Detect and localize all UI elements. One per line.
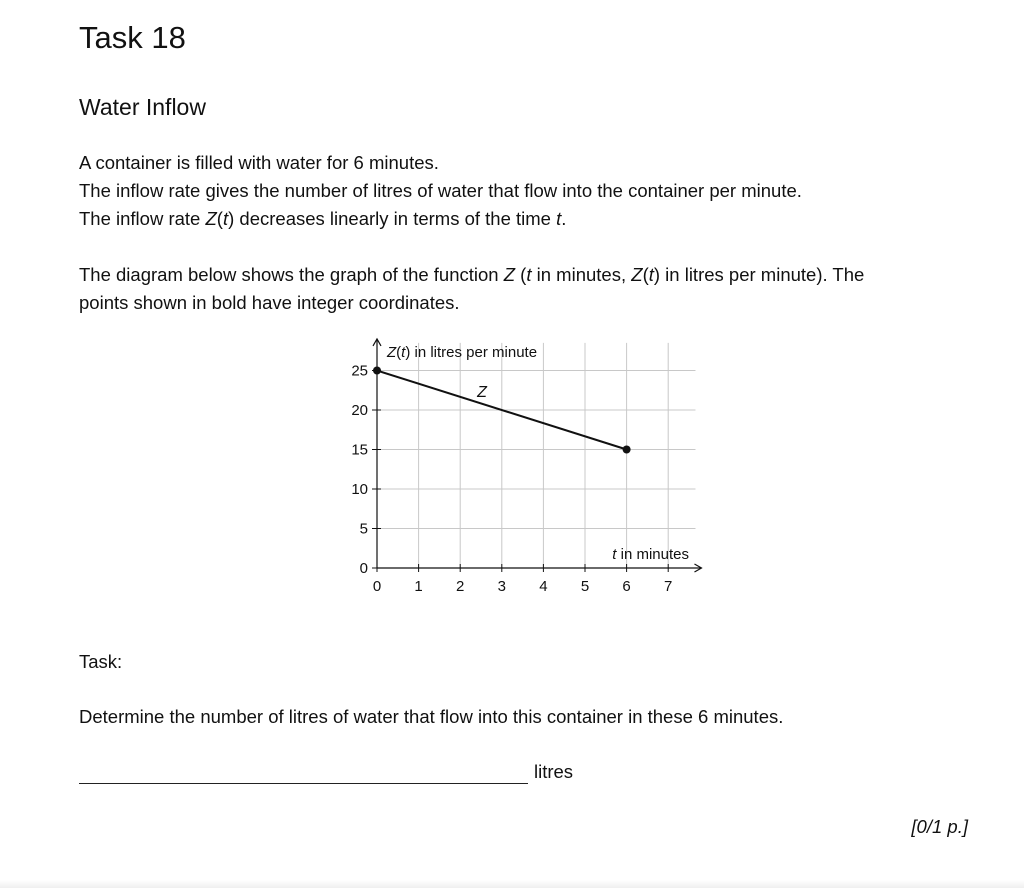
x-tick-label-6: 6 [622,578,631,595]
task-question: Determine the number of litres of water that flow into this container in these 6 minutes. [79,706,784,727]
section-title: Water Inflow [79,94,206,120]
x-tick-label-3: 3 [497,578,506,595]
y-axis-label: Z(t) in litres per minute [387,344,538,361]
intro-line-4: The diagram below shows the graph of the function Z (t in minutes, Z(t) in litres per minute). The [79,264,865,285]
intro-line-3: The inflow rate Z(t) decreases linearly in terms of the time t. [79,208,567,229]
y-tick-label-5: 5 [359,520,368,538]
intro-line-2: The inflow rate gives the number of litres of water that flow into the container per minute. [79,180,802,201]
intro-line-1: A container is filled with water for 6 minutes. [79,152,439,173]
x-tick-label-7: 7 [664,578,673,595]
y-tick-label-10: 10 [351,481,368,498]
chart-labels [386,344,689,563]
data-point-0-25 [373,367,381,375]
y-tick-label-25: 25 [351,362,368,380]
y-tick-label-0: 0 [359,560,368,577]
chart-grid [377,343,695,568]
x-tick-label-2: 2 [456,578,465,595]
data-point-6-15 [623,446,631,454]
intro-line-5: points shown in bold have integer coordinates. [79,292,460,313]
points-score: [0/1 p.] [911,816,968,837]
answer-input-line[interactable] [79,783,528,784]
x-tick-label-5: 5 [580,578,590,595]
x-tick-label-0: 0 [372,578,382,595]
x-tick-label-4: 4 [539,578,548,595]
x-axis-label: t in minutes [612,546,689,563]
task-label: Task: [79,651,123,672]
task-title: Task 18 [79,20,186,55]
page-bottom-edge [0,880,1024,888]
y-tick-label-15: 15 [351,441,368,459]
x-tick-label-1: 1 [414,578,423,595]
y-tick-label-20: 20 [351,402,368,419]
chart-axes [373,339,701,572]
answer-unit: litres [534,761,574,782]
inflow-rate-chart [330,330,720,610]
curve-label-z: Z [477,384,487,401]
